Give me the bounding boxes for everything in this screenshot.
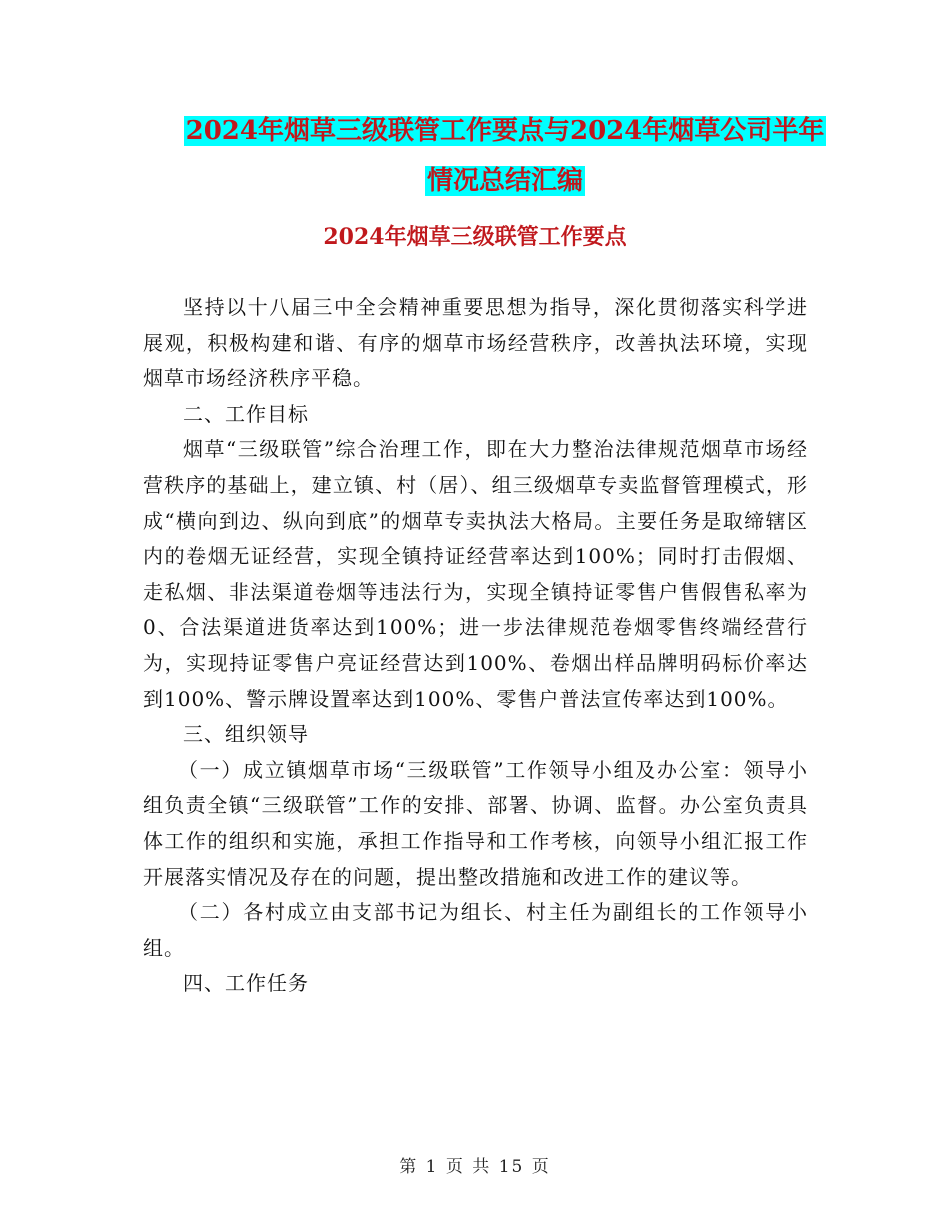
heading-work-tasks: 四、工作任务 — [183, 971, 309, 996]
document-title-line-2: 情况总结汇编 — [426, 166, 583, 196]
document-body — [143, 290, 808, 1002]
section-title: 2024年烟草三级联管工作要点 — [323, 224, 627, 250]
document-title-line-1: 2024年烟草三级联管工作要点与2024年烟草公司半年 — [185, 116, 825, 146]
heading-work-goals: 二、工作目标 — [183, 401, 309, 426]
paragraph-organization-1: （一）成立镇烟草市场“三级联管”工作领导小组及办公室：领导小组负责全镇“三级联管”工作的安排、部署、协调、监督。办公室负责具体工作的组织和实施，承担工作指导和工作考核，向领导小组汇报工作开展落实情况及存在的问题，提出整改措施和改进工作的建议等。 — [143, 757, 808, 889]
heading-organization: 三、组织领导 — [183, 722, 309, 747]
paragraph-work-goals: 烟草“三级联管”综合治理工作，即在大力整治法律规范烟草市场经营秩序的基础上，建立镇、村（居）、组三级烟草专卖监督管理模式，形成“横向到边、纵向到底”的烟草专卖执法大格局。主要任务是取缔辖区内的卷烟无证经营，实现全镇持证经营率达到100%；同时打击假烟、走私烟、非法渠道卷烟等违法行为，实现全镇持证零售户售假售私率为0、合法渠道进货率达到100%；进一步法律规范卷烟零售终端经营行为，实现持证零售户亮证经营达到100%、卷烟出样品牌明码标价率达到100%、警示牌设置率达到100%、零售户普法宣传率达到100%。 — [143, 437, 808, 711]
paragraph-guiding-principle: 坚持以十八届三中全会精神重要思想为指导，深化贯彻落实科学进展观，积极构建和谐、有序的烟草市场经营秩序，改善执法环境，实现烟草市场经济秩序平稳。 — [143, 295, 808, 391]
paragraph-organization-2: （二）各村成立由支部书记为组长、村主任为副组长的工作领导小组。 — [143, 900, 808, 960]
document-title — [120, 106, 890, 206]
page-footer: 第 1 页 共 15 页 — [399, 1157, 551, 1177]
